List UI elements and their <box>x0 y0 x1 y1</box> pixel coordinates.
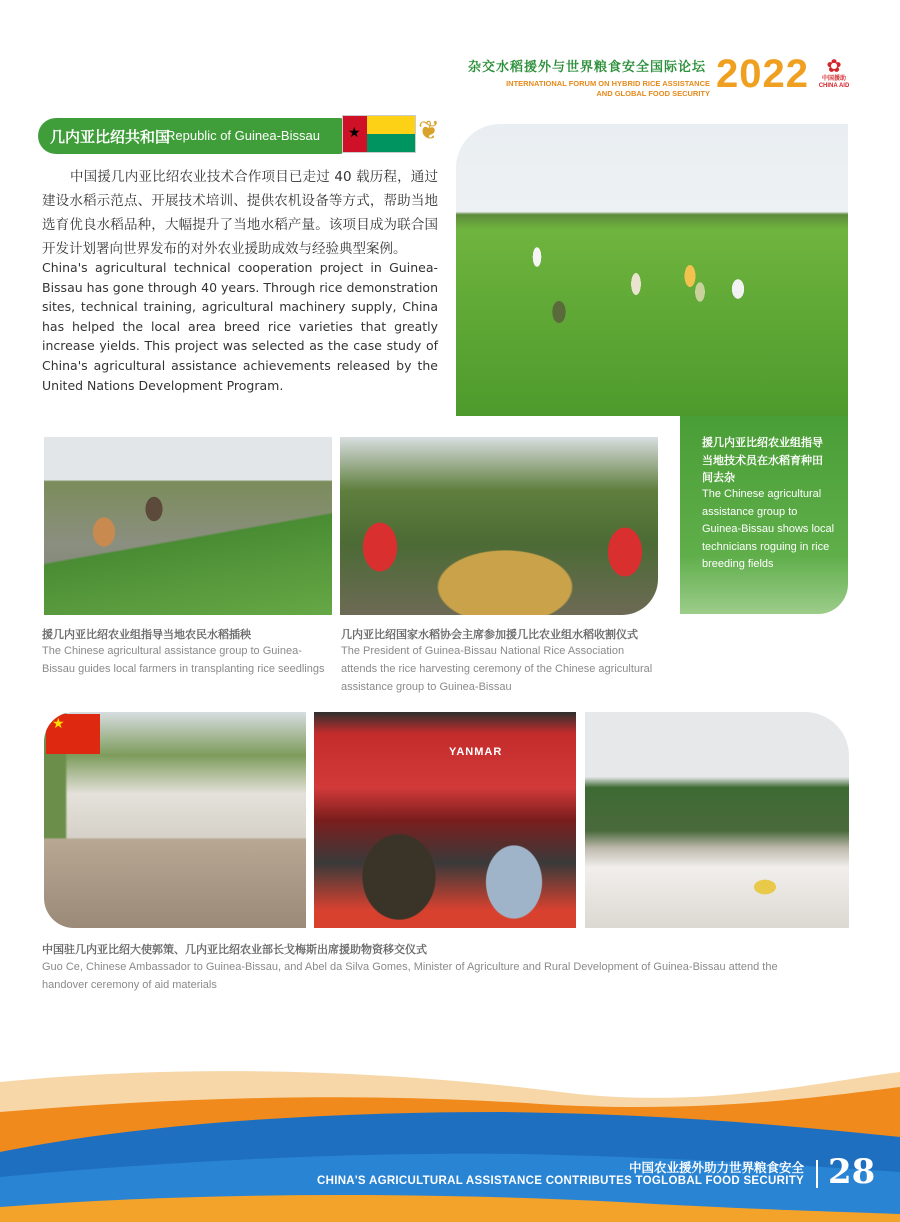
photo-rice-transplanting <box>44 437 332 615</box>
china-aid-logo-en: CHINA AID <box>818 83 850 89</box>
forum-title-en-line1: INTERNATIONAL FORUM ON HYBRID RICE ASSISTANCE <box>506 79 710 88</box>
caption-transplanting-en: The Chinese agricultural assistance group to Guinea-Bissau guides local farmers in transplanting rice seedlings <box>42 645 325 675</box>
country-name-cn: 几内亚比绍共和国 <box>50 128 171 146</box>
caption-transplanting-cn: 援几内亚比绍农业组指导当地农民水稻插秧 <box>42 628 251 641</box>
footer-wave <box>0 1042 900 1222</box>
guinea-bissau-flag-icon: ★ <box>342 115 416 153</box>
green-caption-box <box>680 416 848 614</box>
intro-text-cn: 中国援几内亚比绍农业技术合作项目已走过 40 载历程，通过建设水稻示范点、开展技术培训、提供农机设备等方式，帮助当地选育优良水稻品种，大幅提升了当地水稻产量。该项目成为联合国开发计划署向世界发布的对外农业援助成效与经验典型案例。 <box>42 169 438 257</box>
photo-aid-material-bags <box>585 712 849 928</box>
photo-rice-harvest-ceremony <box>340 437 658 615</box>
china-aid-logo-cn: 中国援助 <box>821 76 846 82</box>
footer-divider <box>816 1160 818 1188</box>
country-name-en: Republic of Guinea-Bissau <box>166 128 320 143</box>
page-number: 28 <box>828 1152 876 1192</box>
photo-rice-field-roguing <box>456 124 848 416</box>
china-aid-mark-icon: ✿ <box>826 56 842 77</box>
forum-title-cn: 杂交水稻援外与世界粮食安全国际论坛 <box>468 60 707 75</box>
caption-harvest-en: The President of Guinea-Bissau National Rice Association attends the rice harvesting ceremony of the Chinese agricultural assistance group to Guinea-Bissau <box>341 645 653 693</box>
rice-ear-icon: ❦ <box>418 116 440 146</box>
forum-year: 2022 <box>716 52 809 96</box>
forum-title-en-line2: AND GLOBAL FOOD SECURITY <box>596 89 710 98</box>
caption-handover-en: Guo Ce, Chinese Ambassador to Guinea-Bissau, and Abel da Silva Gomes, Minister of Agriculture and Rural Development of Guinea-Bissau attend the handover ceremony of aid materials <box>42 961 778 991</box>
footer-title-en: CHINA'S AGRICULTURAL ASSISTANCE CONTRIBUTES TOGLOBAL FOOD SECURITY <box>316 1175 804 1187</box>
caption-handover-cn: 中国驻几内亚比绍大使郭策、几内亚比绍农业部长戈梅斯出席援助物资移交仪式 <box>42 943 427 956</box>
country-banner <box>38 118 344 154</box>
china-flag-icon: ★ <box>46 714 100 754</box>
green-caption-cn: 援几内亚比绍农业组指导当地技术员在水稻育种田间去杂 <box>702 436 823 484</box>
china-aid-logo <box>816 58 852 90</box>
caption-harvest-cn: 几内亚比绍国家水稻协会主席参加援几比农业组水稻收割仪式 <box>341 628 638 641</box>
photo-handover-meeting <box>44 712 306 928</box>
forum-title-en <box>470 79 710 99</box>
green-caption-en: The Chinese agricultural assistance group to Guinea-Bissau shows local technicians roguing in rice breeding fields <box>702 488 835 570</box>
machine-brand-label: YANMAR <box>449 746 503 758</box>
photo-officials-speech <box>314 712 576 928</box>
footer-title-cn: 中国农业援外助力世界粮食安全 <box>628 1160 804 1175</box>
intro-text-en: China's agricultural technical cooperation project in Guinea-Bissau has gone through 40 years. Through rice demonstration sites, technical training, agricultural machinery supply, China has helped the local area breed rice varieties that greatly increase yields. This project was selected as the case study of China's agricultural assistance achievements released by the United Nations Development Program. <box>42 260 438 393</box>
